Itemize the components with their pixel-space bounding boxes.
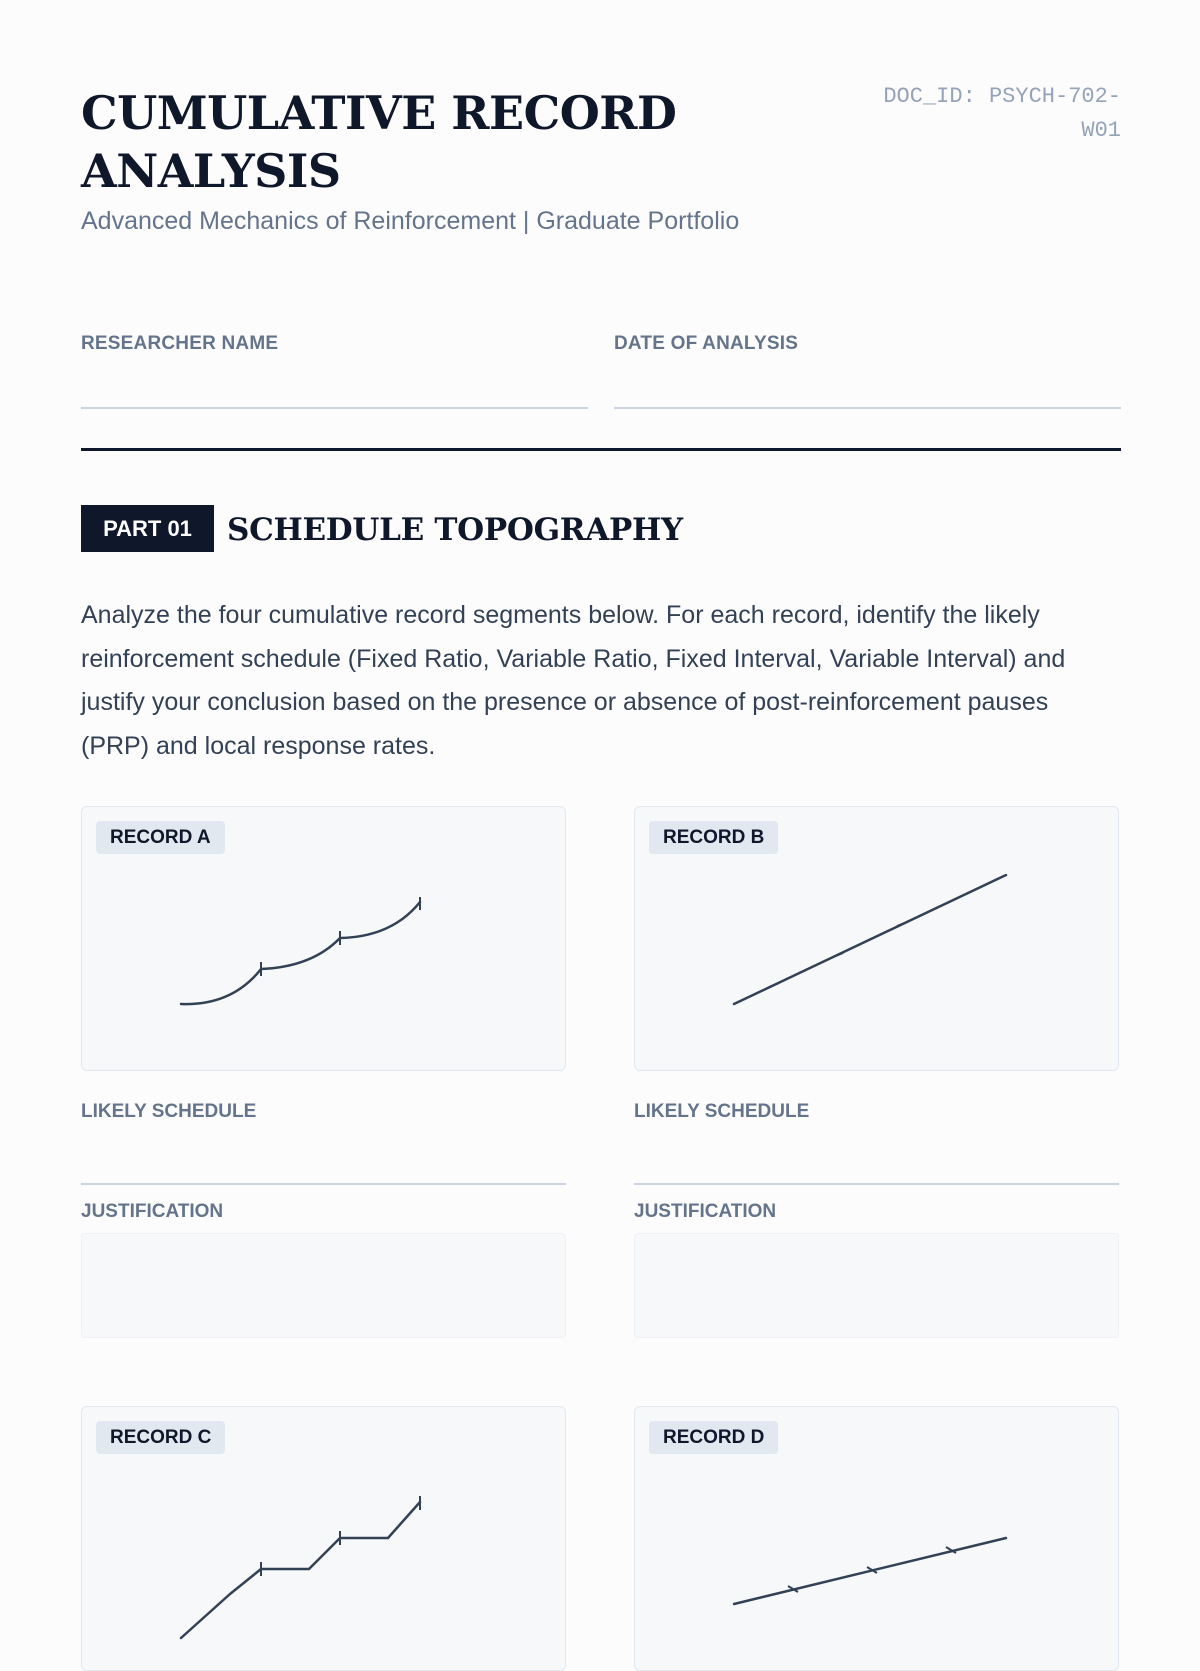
record-a-card [81, 806, 566, 1071]
record-d-trace [734, 1538, 1006, 1604]
record-b-label: RECORD B [649, 821, 778, 854]
record-b-card [634, 806, 1119, 1071]
document-id: DOC_ID: PSYCH-702-W01 [883, 84, 1121, 143]
part-badge: PART 01 [81, 505, 214, 552]
record-a-justification-label: JUSTIFICATION [81, 1201, 224, 1222]
date-of-analysis-label: DATE OF ANALYSIS [614, 333, 799, 354]
section-divider [81, 448, 1121, 451]
researcher-name-label: RESEARCHER NAME [81, 333, 279, 354]
date-of-analysis-field[interactable] [614, 407, 1121, 409]
record-a-graph [82, 807, 566, 1071]
section-title: SCHEDULE TOPOGRAPHY [227, 512, 683, 548]
record-c-trace [181, 1502, 420, 1638]
page-title: CUMULATIVE RECORD ANALYSIS [81, 86, 677, 198]
record-b-graph [635, 807, 1119, 1071]
record-d-label: RECORD D [649, 1421, 778, 1454]
record-b-schedule-label: LIKELY SCHEDULE [634, 1101, 810, 1122]
record-a-justification-field[interactable] [81, 1233, 566, 1338]
record-b-justification-label: JUSTIFICATION [634, 1201, 777, 1222]
record-c-graph [82, 1407, 566, 1671]
record-d-graph [635, 1407, 1119, 1671]
record-c-label: RECORD C [96, 1421, 225, 1454]
researcher-name-field[interactable] [81, 407, 588, 409]
record-a-label: RECORD A [96, 821, 225, 854]
record-a-schedule-label: LIKELY SCHEDULE [81, 1101, 257, 1122]
document-header [81, 0, 1121, 290]
instructions-text: Analyze the four cumulative record segments below. For each record, identify the likely reinforcement schedule (Fixed Ratio, Variable Ratio, Fixed Interval, Variable Interval) and justify your conclusion based on the presence or absence of post-reinforcement pauses (PRP) and local response rates. [81, 601, 1066, 760]
worksheet-page [81, 0, 1121, 1448]
record-c-card [81, 1406, 566, 1671]
record-d-card [634, 1406, 1119, 1671]
record-b-justification-field[interactable] [634, 1233, 1119, 1338]
record-a-schedule-field[interactable] [81, 1183, 566, 1185]
page-subtitle: Advanced Mechanics of Reinforcement | Graduate Portfolio [81, 207, 740, 235]
record-a-trace [181, 902, 420, 1004]
record-b-schedule-field[interactable] [634, 1183, 1119, 1185]
